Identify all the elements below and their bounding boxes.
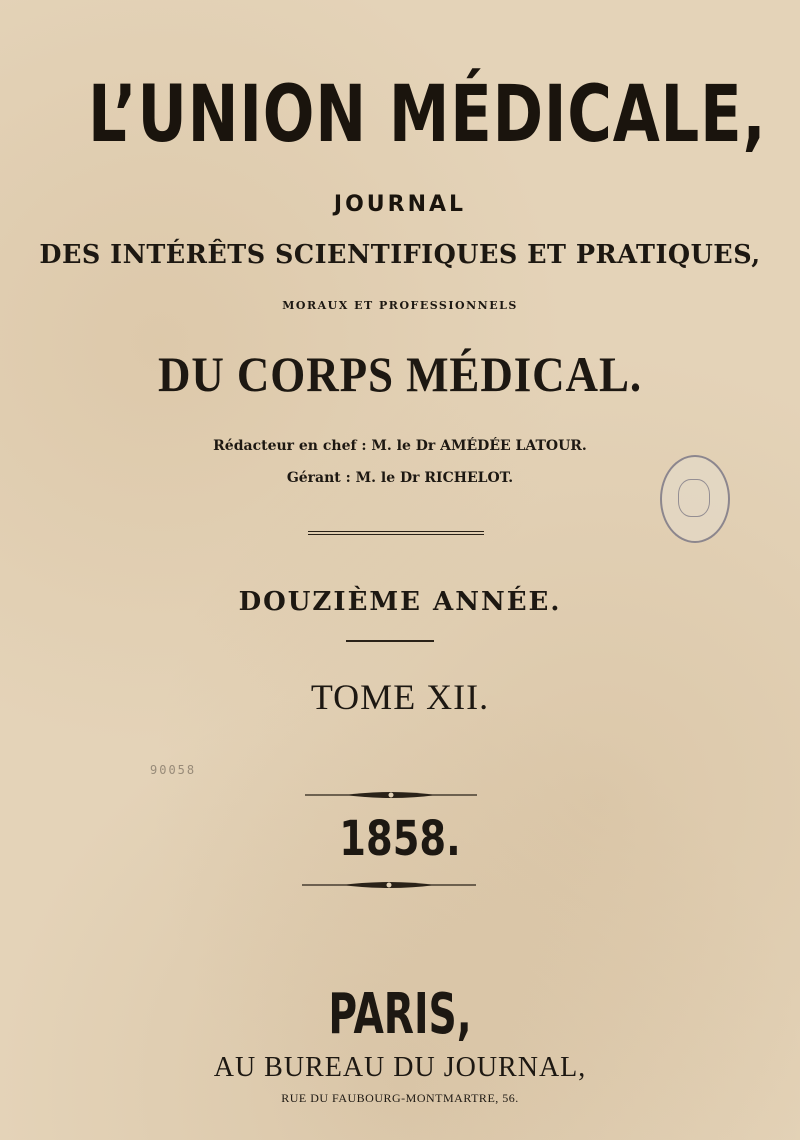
publisher-bureau: AU BUREAU DU JOURNAL, — [213, 1052, 587, 1083]
journal-label: JOURNAL — [333, 192, 467, 217]
subtitle-line-3: DU CORPS MÉDICAL. — [157, 346, 643, 402]
tome-label: TOME XII. — [310, 677, 490, 717]
manager-line: Gérant : M. le Dr RICHELOT. — [286, 470, 514, 486]
subtitle-line-1: DES INTÉRÊTS SCIENTIFIQUES ET PRATIQUES, — [39, 240, 761, 270]
publication-year: 1858. — [339, 811, 461, 867]
editor-line: Rédacteur en chef : M. le Dr AMÉDÉE LATOUR. — [213, 438, 587, 454]
divider-rule — [308, 531, 484, 535]
publisher-city: PARIS, — [328, 982, 472, 1047]
subtitle-line-2: MORAUX ET PROFESSIONNELS — [282, 299, 518, 312]
divider-rule — [346, 640, 434, 642]
publisher-address: RUE DU FAUBOURG-MONTMARTRE, 56. — [281, 1091, 519, 1105]
ornament-rule — [305, 788, 477, 802]
library-stamp-icon — [660, 455, 730, 543]
journal-title: L’UNION MÉDICALE, — [88, 70, 767, 160]
ornament-rule — [302, 878, 476, 892]
year-label: DOUZIÈME ANNÉE. — [238, 587, 562, 617]
pencil-mark: 90058 — [150, 763, 197, 777]
